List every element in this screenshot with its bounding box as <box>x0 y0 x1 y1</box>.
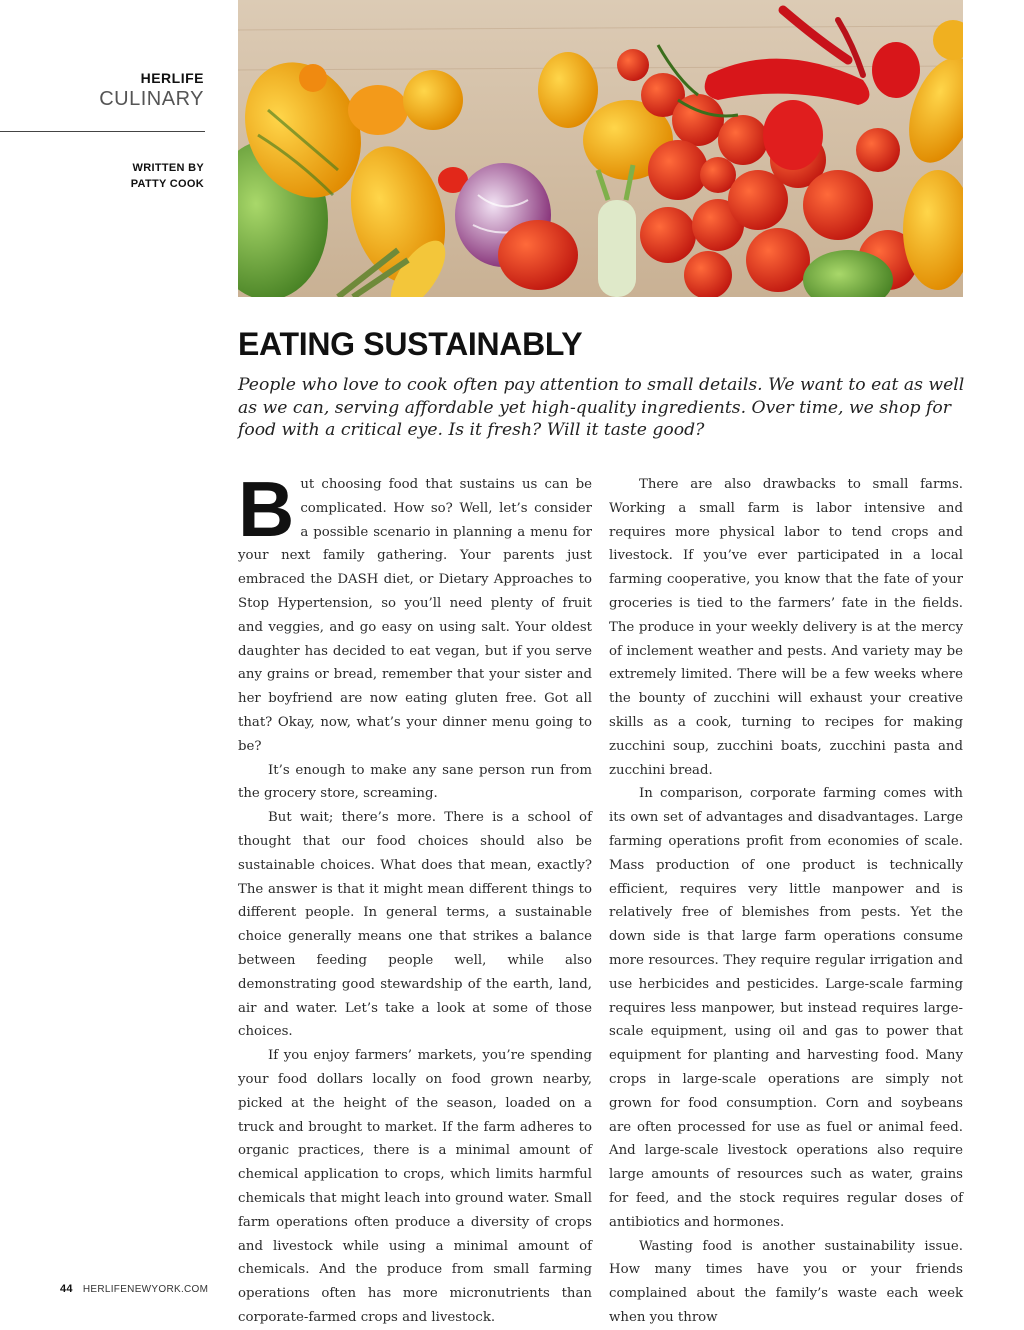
footer-site: HERLIFENEWYORK.COM <box>82 1284 209 1295</box>
article-column-right <box>609 473 963 1330</box>
section-label <box>99 70 204 111</box>
paragraph-text: ut choosing food that sustains us can be complicated. How so? Well, let’s consider a possible scenario in planning a menu for your next family gathering. Your parents just embraced the DASH diet, or Dietary Approaches to Stop Hypertension, so you’ll need plenty of fruit and veggies, and go easy on using salt. Your oldest daughter has decided to eat vegan, but if you serve any grains or bread, remember that your sister and her boyfriend are now eating gluten free. Got all that? Okay, now, what’s your dinner menu going to be? <box>238 477 592 754</box>
section-brand: HERLIFE <box>140 70 204 86</box>
article-paragraph: If you enjoy farmers’ markets, you’re spending your food dollars locally on food grown nearby, picked at the height of the season, loaded on a truck and brought to market. If the farm adheres to organic practices, there is a minimal amount of chemical application to crops, which limits harmful chemicals that might leach into ground water. Small farm operations often produce a diversity of crops and livestock while using a minimal amount of chemicals. And the produce from small farming operations often has more micronutrients than corporate-farmed crops and livestock. <box>238 1048 592 1325</box>
byline <box>131 160 204 192</box>
article-paragraph: But wait; there’s more. There is a school of thought that our food choices should also be sustainable choices. What does that mean, exactly? The answer is that it might mean different things to different people. In general terms, a sustainable choice generally means one that strikes a balance between feeding people well, while also demonstrating good stewardship of the earth, land, air and water. Let’s take a look at some of those choices. <box>238 810 592 1040</box>
drop-cap: B <box>238 465 295 553</box>
byline-label: WRITTEN BY <box>132 162 204 174</box>
page-number: 44 <box>60 1283 73 1295</box>
article-headline: EATING SUSTAINABLY <box>238 326 583 362</box>
hero-vegetables-photo <box>238 0 963 297</box>
article-paragraph: There are also drawbacks to small farms. Working a small farm is labor intensive and requires more physical labor to tend crops and livestock. If you’ve ever participated in a local farming cooperative, you know that the fate of your groceries is tied to the farmers’ fate in the fields. The produce in your weekly delivery is at the mercy of inclement weather and pests. And variety may be extremely limited. There will be a few weeks where the bounty of zucchini will exhaust your creative skills as a cook, turning to recipes for making zucchini soup, zucchini boats, zucchini pasta and zucchini bread. <box>609 477 963 778</box>
section-divider <box>0 131 205 132</box>
article-deck: People who love to cook often pay attention to small details. We want to eat as well as we can, serving affordable yet high-quality ingredients. Over time, we shop for food with a critical eye. Is it fresh? Will it taste good? <box>238 375 965 440</box>
page-footer <box>60 1283 208 1295</box>
article-paragraph: In comparison, corporate farming comes with its own set of advantages and disadvantages. Large farming operations profit from economies of scale. Mass production of one product is technically efficient, requires very little manpower and is relatively free of blemishes from pests. Yet the down side is that large farm operations consume more resources. They require regular irrigation and use herbicides and pesticides. Large-scale farming requires less manpower, but instead requires large-scale equipment, using oil and gas to power that equipment for planting and harvesting food. Many crops in large-scale operations are simply not grown for food consumption. Corn and soybeans are often processed for use as fuel or animal feed. And large-scale livestock operations also require large amounts of resources such as water, grains for feed, and the stock requires regular doses of antibiotics and hormones. <box>609 786 963 1230</box>
article-column-left <box>238 465 592 1330</box>
section-department: CULINARY <box>99 88 204 110</box>
byline-author: PATTY COOK <box>130 178 204 190</box>
article-paragraph: Wasting food is another sustainability issue. How many times have you or your friends complained about the family’s waste each week when you throw <box>609 1238 963 1325</box>
article-paragraph <box>238 465 592 759</box>
article-paragraph: It’s enough to make any sane person run from the grocery store, screaming. <box>238 762 592 802</box>
